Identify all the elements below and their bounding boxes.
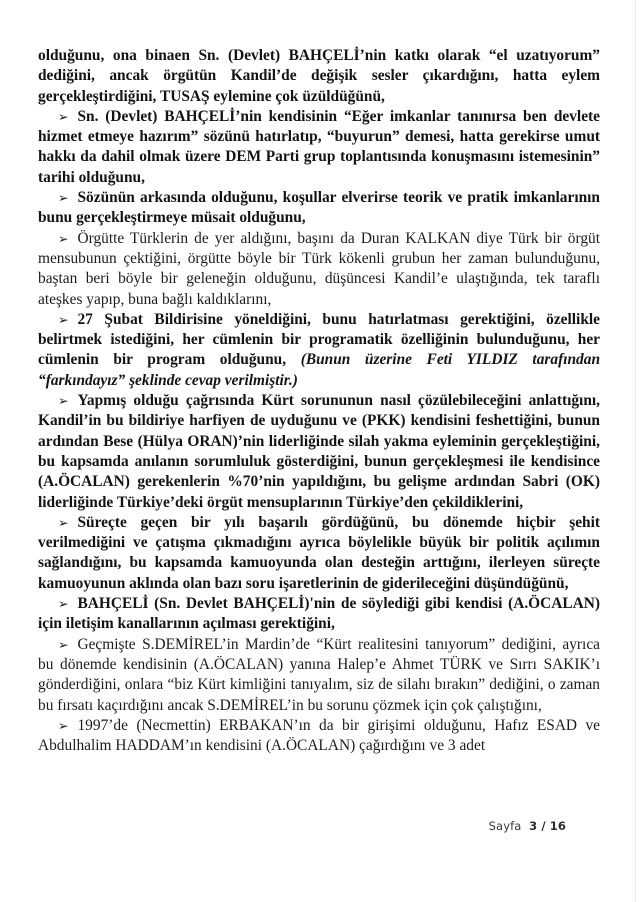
paragraph (38, 635, 600, 716)
footer-page-number: 3 / 16 (529, 819, 566, 833)
paragraph-text: Sözünün arkasında olduğunu, koşullar elverirse teorik ve pratik imkanlarının bunu gerçekleştirmeye müsait olduğunu, (38, 189, 600, 227)
footer-label: Sayfa (488, 819, 522, 833)
paragraph-text: Yapmış olduğu çağrısında Kürt sorununun nasıl çözülebileceğini anlattığını, Kandil’in bu bildiriye harfiyen de uyduğunu ve (PKK) kendisini feshettiğini, bunun ardından Bese (Hülya ORAN)’nin liderliğinde silah yakma eyleminin gerçekleştiğini, bu kapsamda anılanın sorumluluk gösterdiğini, bunun gerçekleşmesi ile kendisince (A.ÖCALAN) gerekenlerin %70’nin yapıldığını, bu gelişme ardından Sabri (OK) liderliğinde Türkiye’deki örgüt mensuplarının Türkiye’den çekildiklerini, (38, 392, 600, 511)
paragraph-text: olduğunu, ona binaen Sn. (Devlet) BAHÇELİ’nin katkı olarak “el uzatıyorum” dediğini, ancak örgütün Kandil’de değişik sesler çıkardığını, hatta eylem gerçekleştirdiğini, TUSAŞ eylemine çok üzüldüğünü, (38, 47, 600, 105)
paragraph (38, 46, 600, 107)
list-arrow-icon: ➢ (58, 717, 69, 733)
paragraph (38, 107, 600, 188)
list-arrow-icon: ➢ (58, 311, 69, 327)
list-arrow-icon: ➢ (58, 230, 69, 246)
paragraph-text: Geçmişte S.DEMİREL’in Mardin’de “Kürt realitesini tanıyorum” dediğini, ayrıca bu dönemde kendisinin (A.ÖCALAN) yanına Halep’e Ahmet TÜRK ve Sırrı SAKIK’ı gönderdiğini, onlara “biz Kürt kimliğini tanıyalım, siz de silahı bırakın” dediğini, o zaman bu fırsatı kaçırdığını ancak S.DEMİREL’in bu sorunu çözmek için çok çalıştığını, (38, 635, 600, 714)
paragraph-text: 1997’de (Necmettin) ERBAKAN’ın da bir girişimi olduğunu, Hafız ESAD ve Abdulhalim HADDAM’ın kendisini (A.ÖCALAN) çağırdığını ve 3 adet (38, 716, 600, 755)
paragraph-text: Örgütte Türklerin de yer aldığını, başını da Duran KALKAN diye Türk bir örgüt mensubunun çektiğini, örgütte böyle bir Türk kökenli grubun her zaman bulunduğunu, baştan beri böyle bir geleneğin olduğunu, düşüncesi Kandil’e ulaştığında, tek taraflı ateşkes yapıp, buna bağlı kaldıklarını, (38, 229, 600, 308)
paragraph-text: 27 Şubat Bildirisine yöneldiğini, bunu hatırlatması gerektiğini, özellikle belirtmek istediğini, her cümlenin bir programatik özelliğinin bulunduğunu, her cümlenin bir program olduğunu, (38, 310, 600, 369)
list-arrow-icon: ➢ (58, 393, 69, 409)
paragraph (38, 391, 600, 513)
paragraph (38, 310, 600, 391)
document-body (38, 46, 600, 756)
list-arrow-icon: ➢ (58, 636, 69, 652)
list-arrow-icon: ➢ (58, 108, 69, 124)
paragraph-text: Sn. (Devlet) BAHÇELİ’nin kendisinin “Eğer imkanlar tanınırsa ben devlete hizmet etmeye hazırım” sözünü hatırlatıp, “buyurun” demesi, hatta gerekirse umut hakkı da dahil olmak üzere DEM Parti grup toplantısında konuşmasını istemesinin” tarihi olduğunu, (38, 107, 600, 186)
paragraph-italic-text: (Bunun üzerine Feti YILDIZ tarafından “farkındayız” şeklinde cevap verilmiştir.) (38, 351, 601, 389)
paragraph (38, 716, 600, 757)
paragraph (38, 188, 600, 229)
list-arrow-icon: ➢ (58, 596, 69, 612)
paragraph (38, 594, 600, 635)
list-arrow-icon: ➢ (58, 514, 69, 530)
paragraph (38, 513, 600, 594)
scan-edge-artifact (635, 0, 636, 902)
paragraph (38, 229, 600, 310)
paragraph-text: Süreçte geçen bir yılı başarılı gördüğünü, bu dönemde hiçbir şehit verilmediğini ve çatışma çıkmadığını ayrıca böylelikle büyük bir politik açılımın sağlandığını, bu kapsamda kamuoyunda olan desteğin arttığını, ilerleyen süreçte kamuoyunun aklında olan bazı soru işaretlerinin de giderileceğini düşündüğünü, (38, 513, 600, 592)
page-footer (0, 819, 566, 833)
paragraph-text: BAHÇELİ (Sn. Devlet BAHÇELİ)'nin de söylediği gibi kendisi (A.ÖCALAN) için iletişim kanallarının açılması gerektiğini, (38, 595, 600, 633)
list-arrow-icon: ➢ (58, 190, 69, 206)
